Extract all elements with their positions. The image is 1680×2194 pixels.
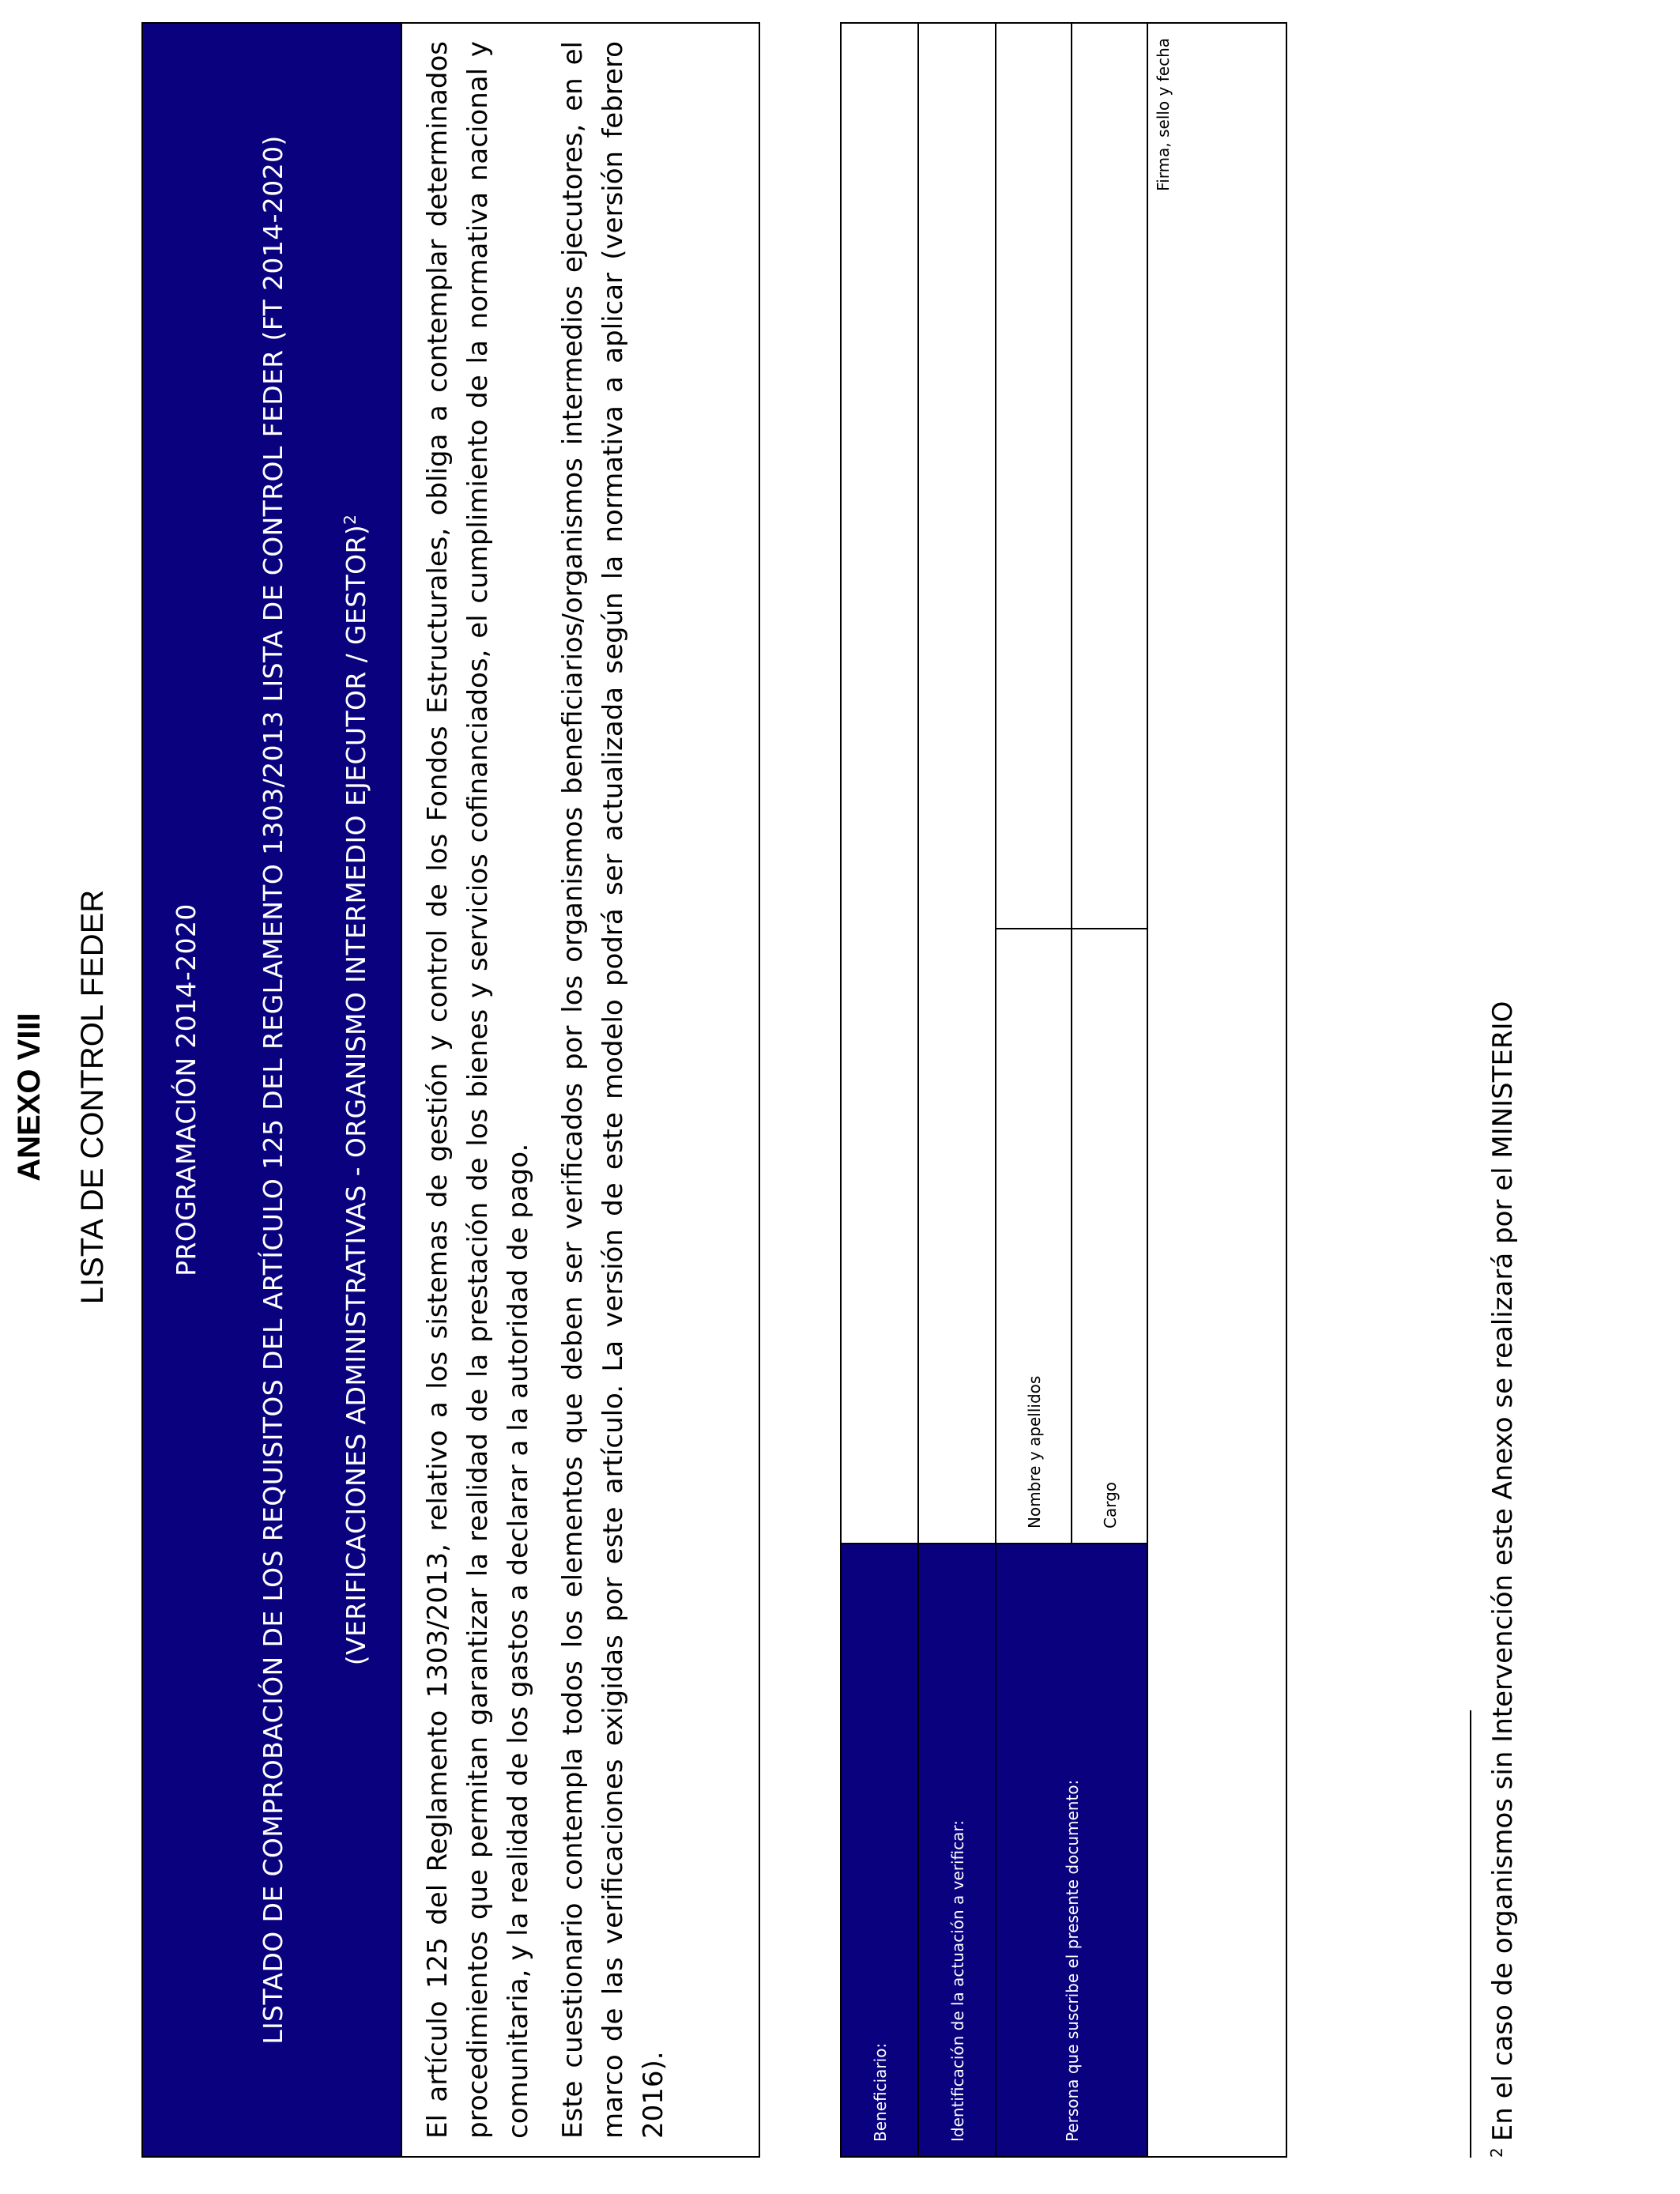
row-divider [1071,24,1072,1543]
beneficiary-label: Beneficiario: [842,1543,919,2156]
column-divider [842,1543,1148,1544]
row-divider [995,24,996,2156]
checklist-heading: LISTADO DE COMPROBACIÓN DE LOS REQUISITOS DEL ARTÍCULO 125 DEL REGLAMENTO 1303/2013 LISTA DE CONTROL FEDER (FT 2014-2020) [258,135,288,2045]
name-label: Nombre y apellidos [1025,1375,1044,1529]
verification-heading-text: (VERIFICACIONES ADMINISTRATIVAS - ORGANISMO INTERMEDIO EJECUTOR / GESTOR) [341,524,371,1666]
beneficiary-value[interactable] [842,24,919,1543]
name-value[interactable] [996,24,1072,928]
header-box [141,22,402,2158]
footnote-reference: 2 [341,514,360,525]
action-value[interactable] [919,24,996,1543]
programme-heading: PROGRAMACIÓN 2014-2020 [171,903,202,1276]
row-divider [1147,24,1148,2156]
intro-paragraph-1: El artículo 125 del Reglamento 1303/2013, relativo a los sistemas de gestión y control de los Fondos Estructurales, obliga a contemplar determinados procedimientos que permitan garantizar la realidad de la prestación de los bienes y servicios cofinanciados, el cumplimiento de la normativa nacional y comunitaria, y la realidad de los gastos a declarar a la autoridad de pago. [422,41,534,2139]
action-label: Identificación de la actuación a verificar: [919,1543,996,2156]
footnote-text: En el caso de organismos sin Intervención este Anexo se realizará por el MINISTERIO [1487,1001,1519,2142]
footnote-number: 2 [1486,2147,1506,2158]
footnote [1486,1001,1520,2158]
verification-heading [341,24,371,2156]
footnote-separator [1470,1710,1471,2158]
intro-paragraph-2: Este cuestionario contempla todos los elementos que deben ser verificados por los organismos beneficiarios/organismos intermedios ejecutores, en el marco de las verificaciones exigidas por este artículo. La versión de este modelo podrá ser actualizada según la normativa a aplicar (versión febrero 2016). [557,41,669,2139]
signer-label: Persona que suscribe el presente documento: [996,1543,1148,2156]
annex-title: ANEXO VIII [12,1012,47,1182]
position-label: Cargo [1101,1481,1120,1529]
signature-label: Firma, sello y fecha [1154,38,1173,191]
intro-text-box [401,22,760,2158]
position-value[interactable] [1072,24,1148,928]
column-divider [996,928,1148,929]
annex-subtitle: LISTA DE CONTROL FEDER [75,889,110,1305]
signature-table [840,22,1287,2158]
row-divider [917,24,919,2156]
